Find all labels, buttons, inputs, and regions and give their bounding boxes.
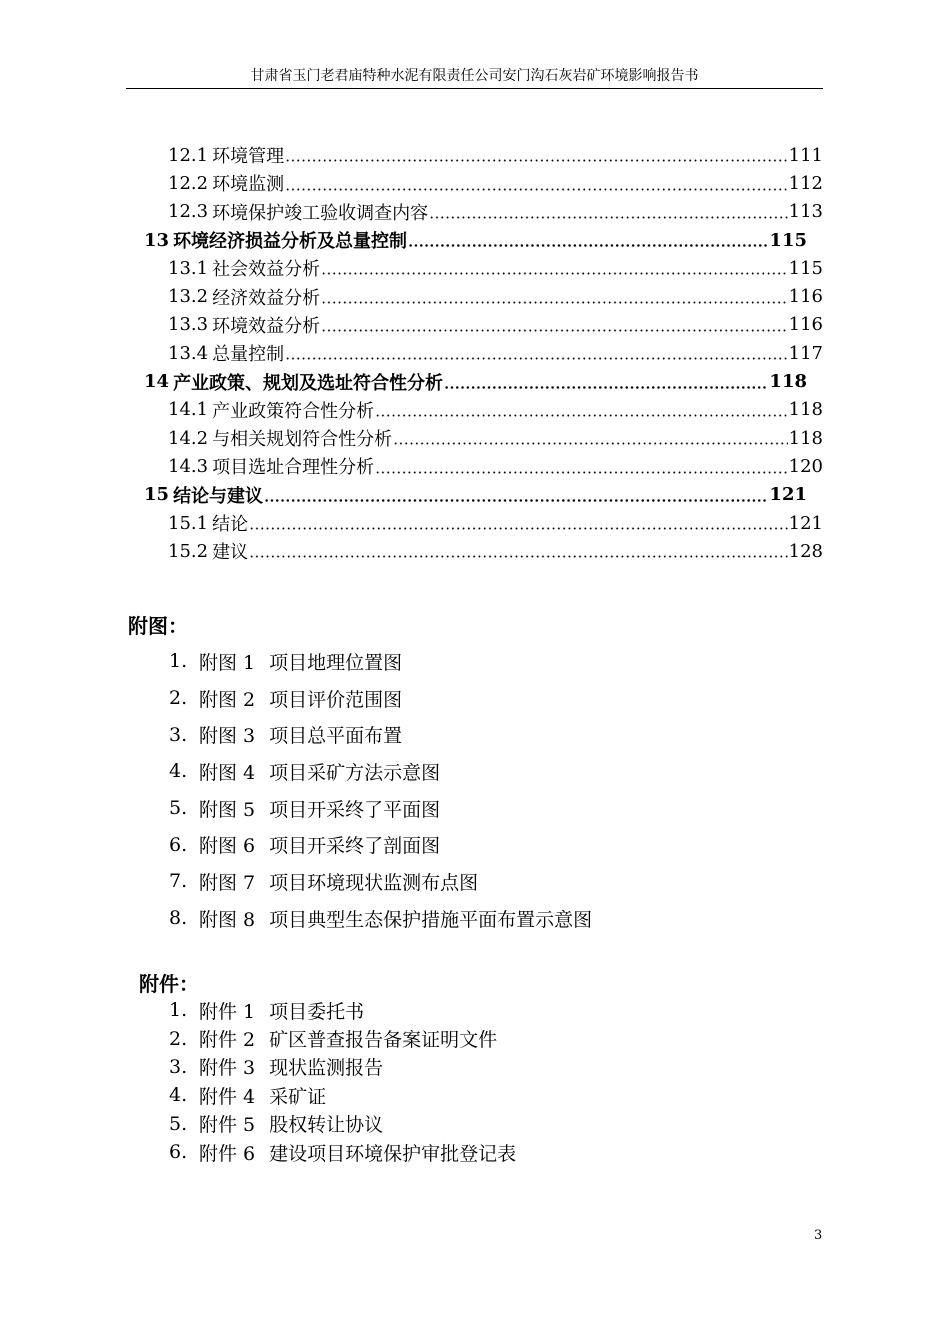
toc-entry[interactable] bbox=[126, 311, 823, 339]
toc-entry[interactable] bbox=[126, 141, 823, 169]
figures-list bbox=[169, 643, 592, 937]
item-label: 附图 7 bbox=[199, 871, 256, 894]
item-label: 附图 6 bbox=[199, 835, 256, 858]
list-index: 4. bbox=[169, 760, 188, 783]
toc-entry-title: 产业政策、规划及选址符合性分析 bbox=[173, 372, 444, 394]
item-title: 项目采矿方法示意图 bbox=[269, 761, 441, 784]
toc-entry[interactable] bbox=[126, 396, 823, 424]
toc-entry[interactable] bbox=[126, 509, 823, 537]
toc-entry[interactable] bbox=[126, 537, 823, 565]
item-label: 附件 1 bbox=[199, 1000, 256, 1023]
attachment-list-item bbox=[169, 996, 516, 1024]
toc-entry-page: 115 bbox=[788, 257, 823, 279]
toc-dot-leader bbox=[249, 544, 788, 558]
toc-entry[interactable] bbox=[126, 254, 823, 282]
item-label: 附图 4 bbox=[199, 761, 256, 784]
page-header bbox=[126, 66, 823, 89]
toc-entry-title: 环境保护竣工验收调查内容 bbox=[212, 202, 429, 224]
figure-list-item bbox=[169, 753, 592, 790]
toc-entry-title: 环境监测 bbox=[212, 174, 285, 196]
toc-entry[interactable] bbox=[126, 226, 823, 254]
list-index: 6. bbox=[169, 833, 188, 856]
list-index: 3. bbox=[169, 1055, 188, 1078]
toc-entry-page: 111 bbox=[788, 144, 823, 166]
item-title: 项目评价范围图 bbox=[269, 688, 403, 711]
toc-entry-title: 总量控制 bbox=[212, 344, 285, 366]
toc-entry-title: 结论 bbox=[212, 514, 249, 535]
toc-dot-leader bbox=[264, 488, 768, 502]
toc-entry-title: 产业政策符合性分析 bbox=[212, 400, 375, 422]
attachments-heading: 附件： bbox=[139, 972, 199, 996]
toc-dot-leader bbox=[285, 346, 788, 360]
attachment-list-item bbox=[169, 1081, 516, 1109]
item-title: 项目委托书 bbox=[269, 1000, 365, 1023]
toc-entry[interactable] bbox=[126, 452, 823, 480]
toc-dot-leader bbox=[285, 148, 788, 162]
toc-entry-title: 项目选址合理性分析 bbox=[212, 457, 375, 479]
toc-entry-number: 15.1 bbox=[168, 512, 209, 534]
item-label: 附件 4 bbox=[199, 1085, 256, 1108]
toc-entry-page: 120 bbox=[788, 455, 823, 477]
list-index: 1. bbox=[169, 999, 188, 1022]
figure-list-item bbox=[169, 826, 592, 863]
toc-dot-leader bbox=[375, 460, 788, 474]
attachments-list bbox=[169, 996, 516, 1166]
figures-heading: 附图： bbox=[128, 614, 188, 638]
item-label: 附件 2 bbox=[199, 1029, 256, 1052]
toc-dot-leader bbox=[393, 431, 788, 445]
item-label: 附件 6 bbox=[199, 1142, 256, 1165]
item-label: 附图 8 bbox=[199, 908, 256, 931]
figure-list-item bbox=[169, 863, 592, 900]
list-index: 4. bbox=[169, 1084, 188, 1107]
list-index: 7. bbox=[169, 870, 188, 893]
toc-dot-leader bbox=[321, 318, 788, 332]
toc-dot-leader bbox=[408, 233, 768, 247]
list-index: 3. bbox=[169, 723, 188, 746]
toc-dot-leader bbox=[429, 205, 788, 219]
toc-entry-page: 113 bbox=[788, 201, 823, 223]
item-label: 附图 5 bbox=[199, 798, 256, 821]
toc-dot-leader bbox=[285, 177, 788, 191]
toc-entry-page: 115 bbox=[769, 229, 807, 251]
toc-entry-number: 13.3 bbox=[168, 314, 209, 336]
item-title: 现状监测报告 bbox=[269, 1057, 384, 1080]
toc-entry[interactable] bbox=[126, 339, 823, 367]
attachment-list-item bbox=[169, 1110, 516, 1138]
toc-entry-number: 15 bbox=[144, 484, 170, 506]
toc-dot-leader bbox=[321, 261, 788, 275]
item-label: 附件 3 bbox=[199, 1057, 256, 1080]
toc-entry-page: 112 bbox=[788, 172, 823, 194]
attachment-list-item bbox=[169, 1053, 516, 1081]
list-index: 5. bbox=[169, 1112, 188, 1135]
attachment-list-item bbox=[169, 1024, 516, 1052]
toc-entry-title: 社会效益分析 bbox=[212, 259, 321, 281]
toc-entry-number: 14.3 bbox=[168, 455, 209, 477]
toc-entry-title: 环境效益分析 bbox=[212, 315, 321, 337]
toc-entry-page: 118 bbox=[769, 371, 807, 393]
toc-entry-number: 14 bbox=[144, 371, 170, 393]
attachment-list-item bbox=[169, 1138, 516, 1166]
toc-entry-page: 128 bbox=[788, 540, 823, 562]
item-title: 项目开采终了平面图 bbox=[269, 798, 441, 821]
list-index: 1. bbox=[169, 650, 188, 673]
toc-entry-title: 环境管理 bbox=[212, 146, 285, 168]
toc-entry-title: 经济效益分析 bbox=[212, 287, 321, 309]
toc-dot-leader bbox=[321, 290, 788, 304]
item-title: 项目总平面布置 bbox=[269, 725, 403, 748]
toc-entry-title: 与相关规划符合性分析 bbox=[212, 429, 393, 451]
header-title: 甘肃省玉门老君庙特种水泥有限责任公司安门沟石灰岩矿环境影响报告书 bbox=[250, 68, 699, 84]
list-index: 8. bbox=[169, 907, 188, 930]
toc-entry[interactable] bbox=[126, 481, 823, 509]
toc-entry-page: 118 bbox=[788, 427, 823, 449]
figure-list-item bbox=[169, 790, 592, 827]
item-title: 项目典型生态保护措施平面布置示意图 bbox=[269, 908, 593, 931]
toc-dot-leader bbox=[444, 375, 768, 389]
list-index: 5. bbox=[169, 797, 188, 820]
figure-list-item bbox=[169, 680, 592, 717]
item-title: 矿区普查报告备案证明文件 bbox=[269, 1029, 498, 1052]
toc-dot-leader bbox=[375, 403, 788, 417]
page-number: 3 bbox=[814, 1228, 823, 1243]
toc-entry-page: 121 bbox=[769, 484, 807, 506]
toc-entry-page: 118 bbox=[788, 399, 823, 421]
toc-entry-title: 环境经济损益分析及总量控制 bbox=[173, 231, 408, 253]
item-title: 采矿证 bbox=[269, 1085, 327, 1108]
item-label: 附图 2 bbox=[199, 688, 256, 711]
toc-entry-number: 13.4 bbox=[168, 342, 209, 364]
toc-entry-number: 13.1 bbox=[168, 257, 209, 279]
list-index: 6. bbox=[169, 1141, 188, 1164]
toc-entry-number: 12.1 bbox=[168, 144, 209, 166]
item-title: 项目环境现状监测布点图 bbox=[269, 871, 479, 894]
item-title: 股权转让协议 bbox=[269, 1114, 384, 1137]
list-index: 2. bbox=[169, 687, 188, 710]
toc-entry[interactable] bbox=[126, 282, 823, 310]
toc-entry-title: 结论与建议 bbox=[173, 485, 264, 507]
toc-entry-number: 13 bbox=[144, 229, 170, 251]
toc-entry-number: 14.2 bbox=[168, 427, 209, 449]
toc-entry[interactable] bbox=[126, 198, 823, 226]
toc-entry-number: 15.2 bbox=[168, 540, 209, 562]
item-label: 附图 3 bbox=[199, 725, 256, 748]
toc-entry[interactable] bbox=[126, 424, 823, 452]
toc-entry[interactable] bbox=[126, 169, 823, 197]
item-label: 附图 1 bbox=[199, 651, 256, 674]
item-title: 项目地理位置图 bbox=[269, 651, 403, 674]
toc-entry-page: 116 bbox=[788, 314, 823, 336]
figure-list-item bbox=[169, 716, 592, 753]
toc-entry-page: 117 bbox=[788, 342, 823, 364]
item-label: 附件 5 bbox=[199, 1114, 256, 1137]
toc-entry-number: 14.1 bbox=[168, 399, 209, 421]
toc-entry[interactable] bbox=[126, 367, 823, 395]
toc-entry-title: 建议 bbox=[212, 542, 249, 564]
toc-entry-page: 121 bbox=[788, 512, 823, 534]
toc-entry-number: 12.2 bbox=[168, 172, 209, 194]
toc-dot-leader bbox=[249, 516, 788, 530]
item-title: 建设项目环境保护审批登记表 bbox=[269, 1142, 517, 1165]
item-title: 项目开采终了剖面图 bbox=[269, 835, 441, 858]
list-index: 2. bbox=[169, 1027, 188, 1050]
table-of-contents bbox=[126, 141, 823, 565]
toc-entry-page: 116 bbox=[788, 286, 823, 308]
figure-list-item bbox=[169, 900, 592, 937]
toc-entry-number: 12.3 bbox=[168, 201, 209, 223]
toc-entry-number: 13.2 bbox=[168, 286, 209, 308]
figure-list-item bbox=[169, 643, 592, 680]
